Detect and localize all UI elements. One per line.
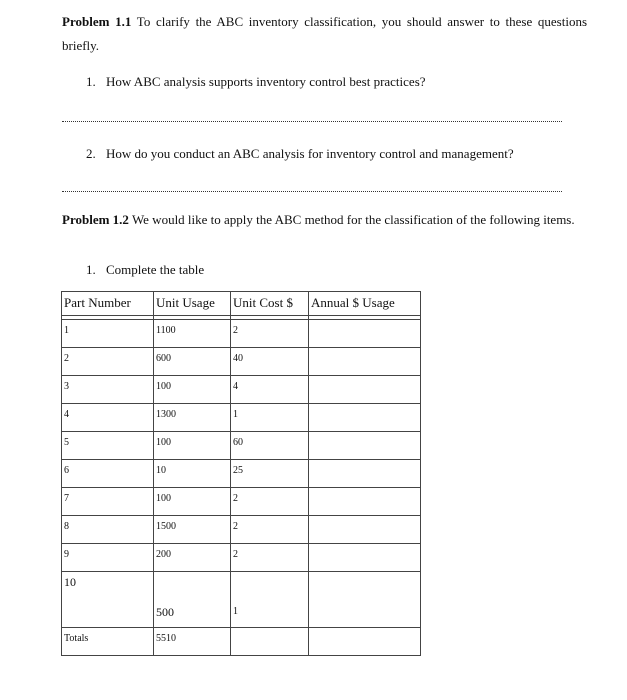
problem-1-2-text: We would like to apply the ABC method for the classification of the following items. — [131, 212, 575, 227]
cell-annual[interactable] — [309, 516, 421, 544]
cell-part: 1 — [62, 320, 154, 348]
cell-usage: 100 — [154, 432, 231, 460]
cell-part: 7 — [62, 488, 154, 516]
task-complete-table — [86, 262, 204, 278]
cell-usage: 200 — [154, 544, 231, 572]
cell-annual[interactable] — [309, 404, 421, 432]
cell-cost: 4 — [231, 376, 309, 404]
table-row — [62, 376, 421, 404]
problem-1-2-paragraph — [62, 210, 587, 230]
cell-annual[interactable] — [309, 320, 421, 348]
cell-cost: 1 — [231, 572, 309, 628]
cell-usage: 100 — [154, 488, 231, 516]
header-unit-usage: Unit Usage — [154, 292, 231, 316]
problem-1-1-label: Problem 1.1 — [62, 14, 132, 29]
cell-usage: 1100 — [154, 320, 231, 348]
table-row — [62, 488, 421, 516]
problem-1-1-paragraph — [62, 10, 587, 58]
question-2-number: 2. — [86, 146, 96, 161]
cell-usage: 1300 — [154, 404, 231, 432]
cell-totals-label: Totals — [62, 628, 154, 656]
cell-annual[interactable] — [309, 460, 421, 488]
cell-totals-annual[interactable] — [309, 628, 421, 656]
table-row — [62, 432, 421, 460]
question-1-text: How ABC analysis supports inventory control best practices? — [106, 74, 426, 89]
table-totals-row — [62, 628, 421, 656]
cell-cost: 2 — [231, 488, 309, 516]
question-2-text: How do you conduct an ABC analysis for inventory control and management? — [106, 146, 514, 161]
cell-usage: 1500 — [154, 516, 231, 544]
cell-annual[interactable] — [309, 572, 421, 628]
task-text: Complete the table — [106, 262, 205, 277]
cell-part: 2 — [62, 348, 154, 376]
question-1-number: 1. — [86, 74, 96, 89]
cell-cost: 2 — [231, 516, 309, 544]
cell-usage: 100 — [154, 376, 231, 404]
cell-cost: 60 — [231, 432, 309, 460]
cell-part: 10 — [62, 572, 154, 628]
header-annual-usage: Annual $ Usage — [309, 292, 421, 316]
table-row — [62, 572, 421, 628]
problem-1-2-label: Problem 1.2 — [62, 212, 129, 227]
cell-totals-usage: 5510 — [154, 628, 231, 656]
header-part-number: Part Number — [62, 292, 154, 316]
answer-line-2 — [62, 191, 562, 192]
table-row — [62, 544, 421, 572]
cell-annual[interactable] — [309, 488, 421, 516]
abc-table — [61, 291, 421, 656]
question-1 — [86, 74, 426, 90]
cell-annual[interactable] — [309, 544, 421, 572]
table-row — [62, 320, 421, 348]
cell-cost: 2 — [231, 544, 309, 572]
cell-annual[interactable] — [309, 376, 421, 404]
cell-totals-cost[interactable] — [231, 628, 309, 656]
cell-part: 4 — [62, 404, 154, 432]
cell-usage: 500 — [154, 572, 231, 628]
table-row — [62, 516, 421, 544]
question-2 — [86, 146, 514, 162]
cell-usage: 10 — [154, 460, 231, 488]
cell-cost: 1 — [231, 404, 309, 432]
cell-part: 5 — [62, 432, 154, 460]
cell-usage: 600 — [154, 348, 231, 376]
cell-cost: 2 — [231, 320, 309, 348]
table-row — [62, 404, 421, 432]
cell-part: 8 — [62, 516, 154, 544]
header-unit-cost: Unit Cost $ — [231, 292, 309, 316]
cell-annual[interactable] — [309, 348, 421, 376]
table-row — [62, 460, 421, 488]
cell-part: 9 — [62, 544, 154, 572]
cell-annual[interactable] — [309, 432, 421, 460]
cell-part: 3 — [62, 376, 154, 404]
cell-cost: 25 — [231, 460, 309, 488]
answer-line-1 — [62, 121, 562, 122]
task-number: 1. — [86, 262, 96, 277]
table-row — [62, 348, 421, 376]
cell-cost: 40 — [231, 348, 309, 376]
cell-part: 6 — [62, 460, 154, 488]
problem-1-1-text: To clarify the ABC inventory classification, you should answer to these questions briefly. — [62, 14, 588, 53]
table-header-row — [62, 292, 421, 316]
